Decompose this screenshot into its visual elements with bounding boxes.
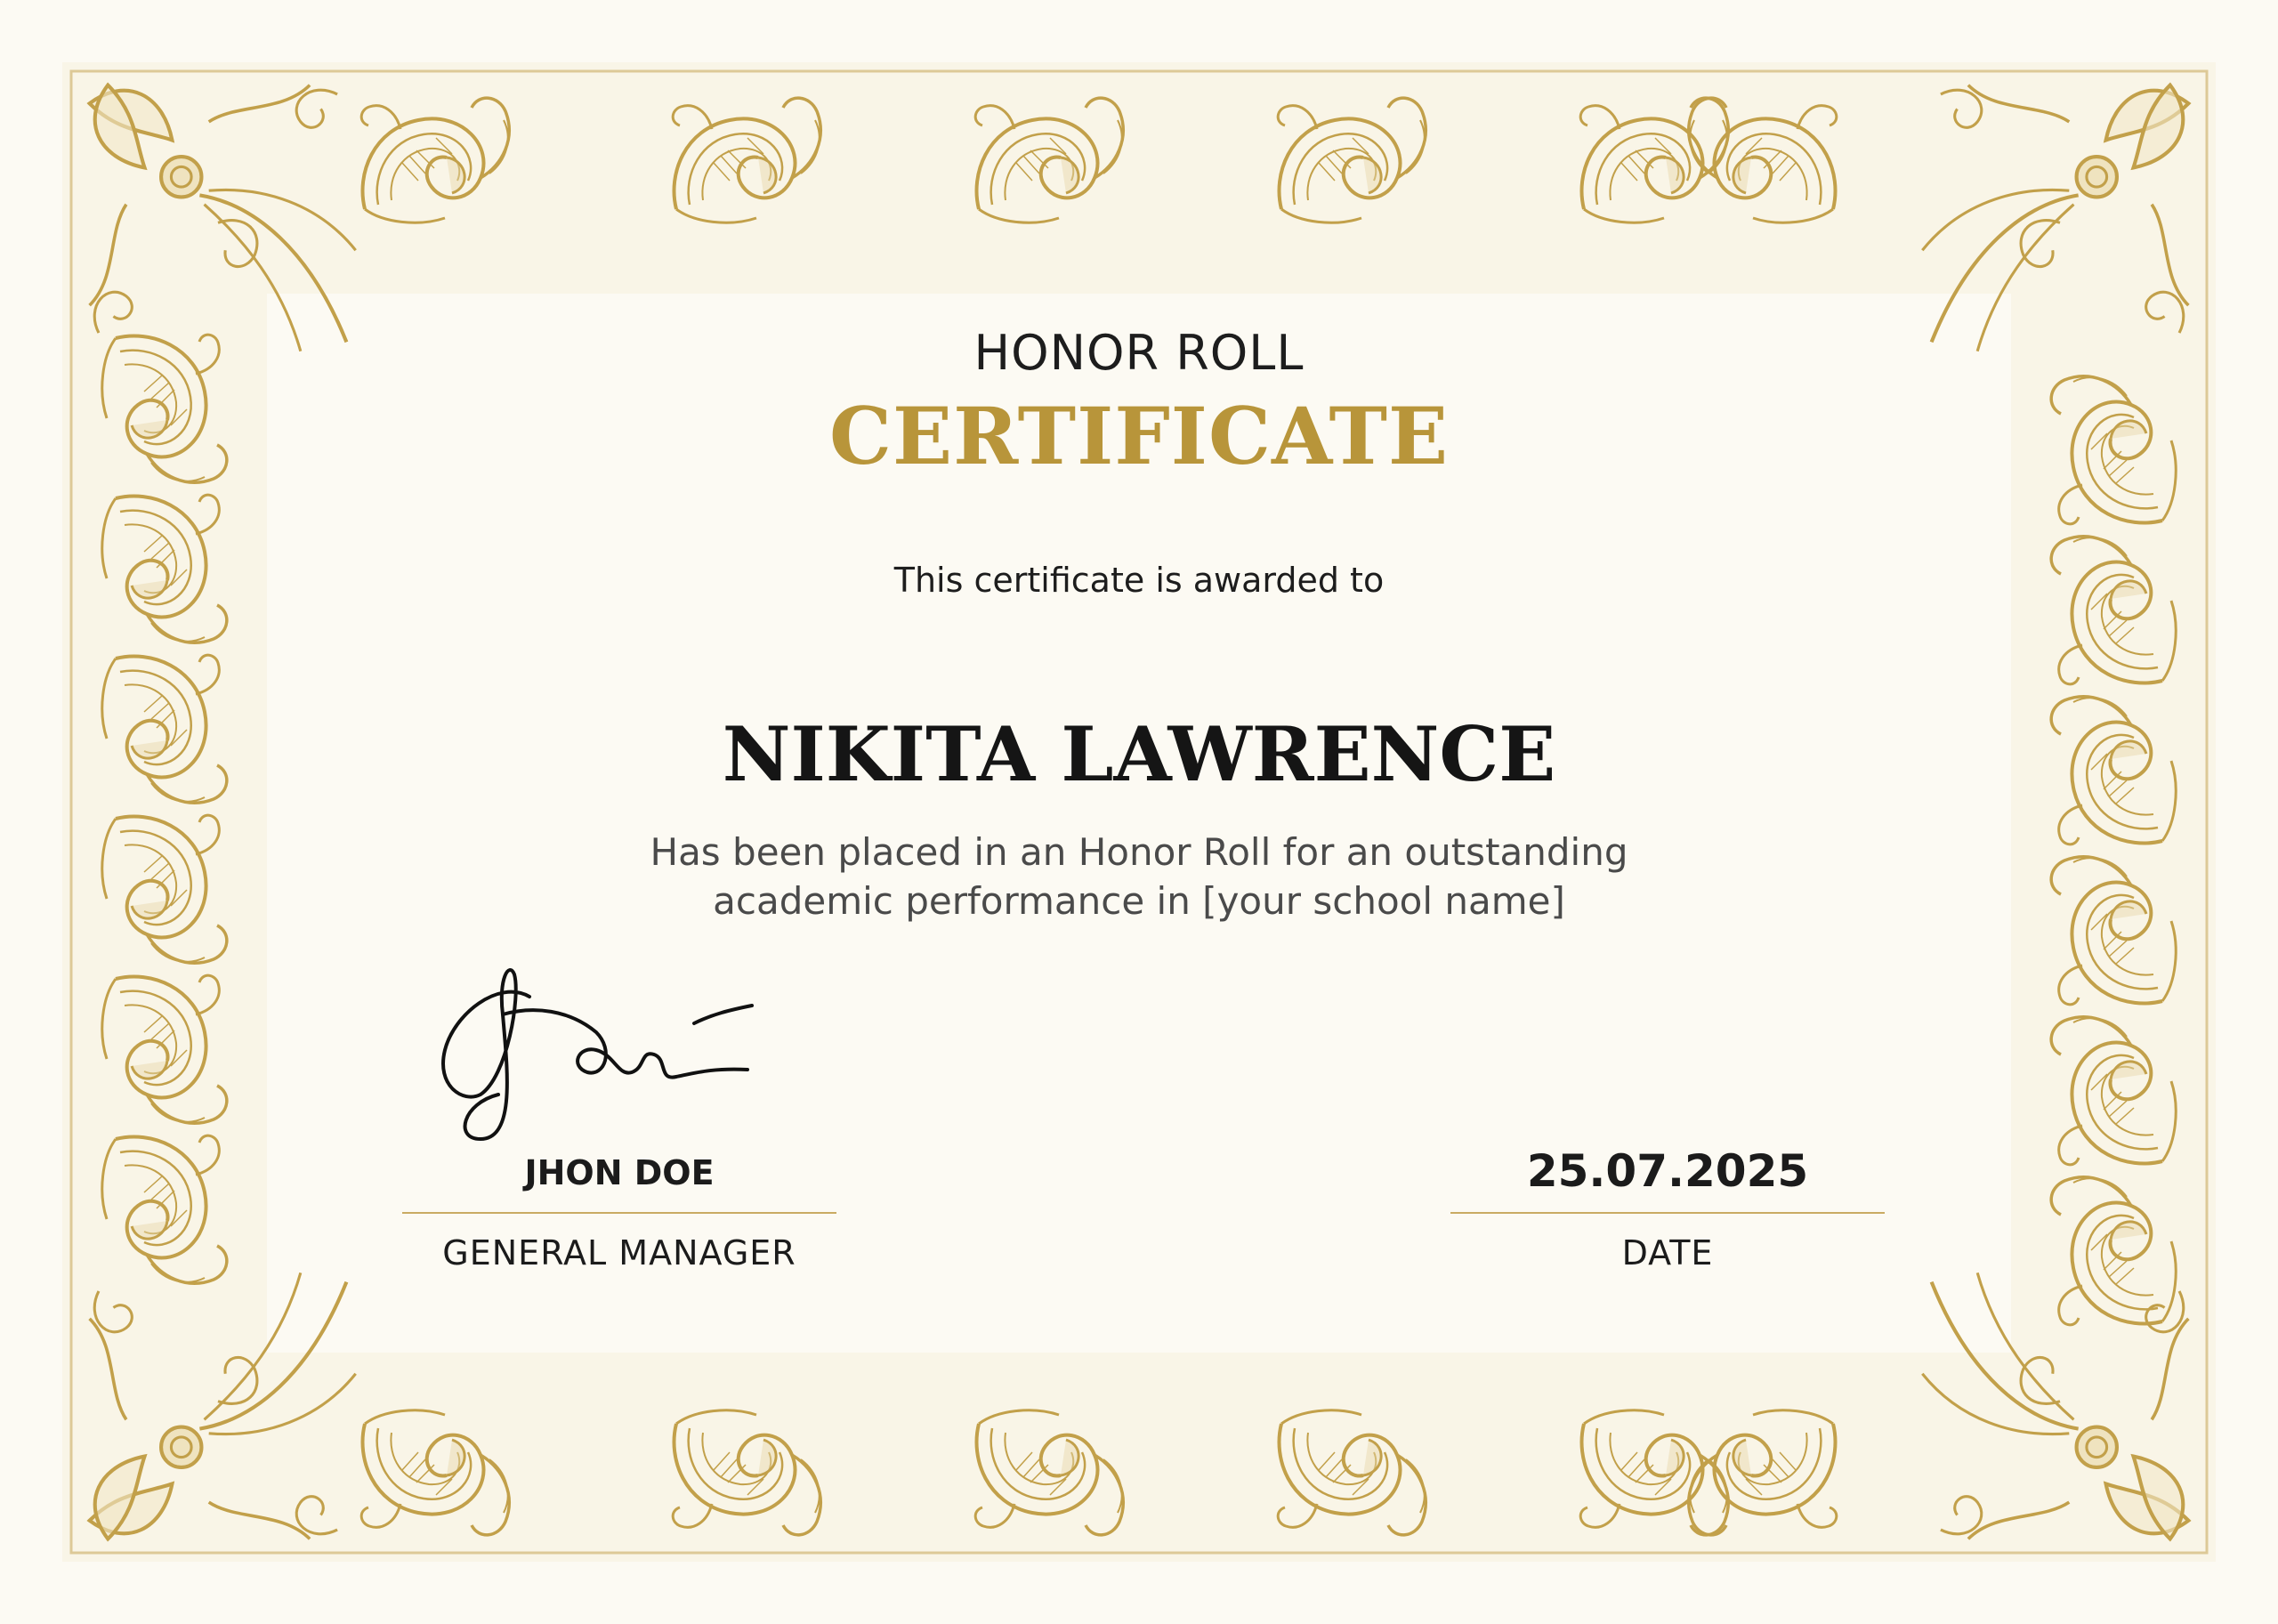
handwritten-signature-icon (427, 961, 801, 1148)
description-line-2: academic performance in [your school name] (713, 879, 1565, 923)
certificate-kicker: HONOR ROLL (973, 325, 1305, 381)
date-label: DATE (1621, 1233, 1714, 1273)
recipient-name: NIKITA LAWRENCE (722, 710, 1556, 798)
signature-line (402, 1212, 836, 1214)
signatory-role: GENERAL MANAGER (442, 1233, 796, 1273)
date-line (1450, 1212, 1885, 1214)
certificate-title: CERTIFICATE (828, 390, 1450, 482)
date-value: 25.07.2025 (1526, 1145, 1809, 1197)
signatory-name: JHON DOE (524, 1153, 715, 1192)
description-line-1: Has been placed in an Honor Roll for an outstanding (650, 830, 1628, 874)
awarded-text: This certificate is awarded to (893, 561, 1385, 600)
